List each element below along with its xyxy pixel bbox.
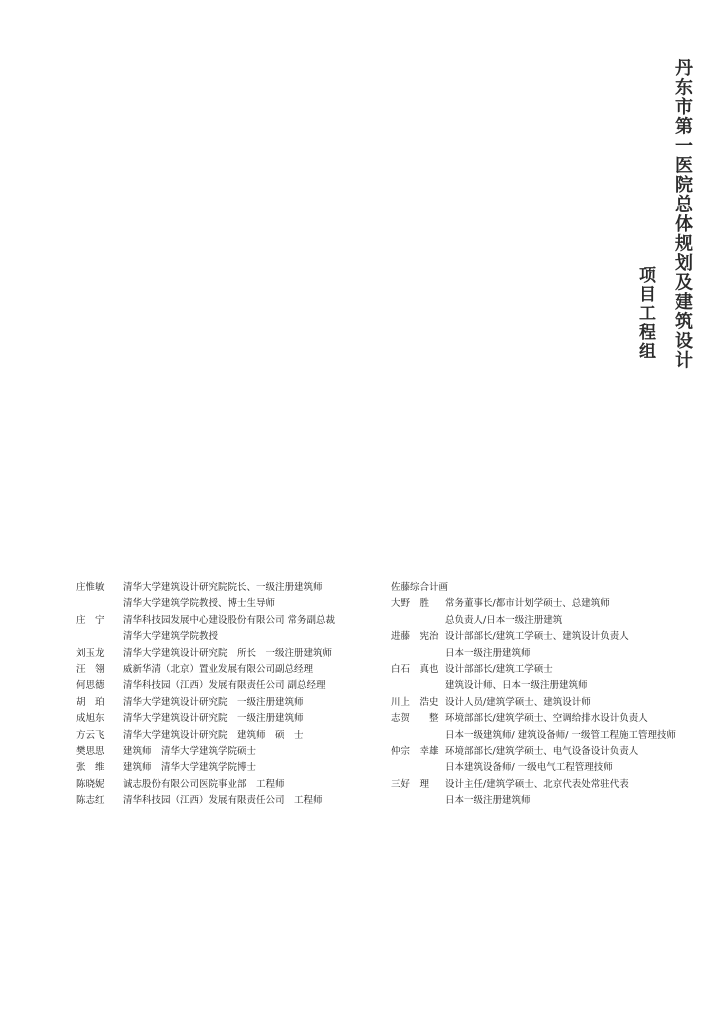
team-member-row [391,596,711,612]
team-member-row [76,662,376,678]
team-member-row [391,711,711,727]
team-member-row [391,678,711,694]
member-role: 日本一级注册建筑师 [445,795,531,807]
team-member-row [76,678,376,694]
member-role: 日本建筑设备师/ 一级电气工程管理技师 [445,762,613,774]
member-role: 清华大学建筑设计研究院 一级注册建筑师 [123,713,304,725]
member-role: 清华科技园（江西）发展有限责任公司 副总经理 [123,680,326,692]
team-member-row [76,613,376,629]
member-name: 志贺 整 [391,713,439,725]
member-name [391,613,445,629]
member-role: 常务董事长/都市计划学硕士、总建筑师 [445,598,610,610]
member-role: 环境部部长/建筑学硕士、空调给排水设计负责人 [445,713,648,725]
team-member-row [391,662,711,678]
team-member-row [76,596,376,612]
member-name: 汪 翎 [76,664,105,676]
member-role: 清华大学建筑设计研究院院长、一级注册建筑师 [123,582,323,593]
member-role: 威新华清（北京）置业发展有限公司副总经理 [123,664,314,676]
member-name [391,728,445,744]
member-name [391,646,445,662]
team-member-row [76,793,376,809]
member-role: 清华大学建筑设计研究院 建筑师 硕 士 [123,729,304,741]
team-member-row [391,646,711,662]
member-name: 三好 理 [391,778,430,790]
team-member-row [76,646,376,662]
member-role: 设计部部长/建筑工学硕士、建筑设计负责人 [445,631,629,643]
member-name: 方云飞 [76,729,105,741]
member-name: 胡 珀 [76,696,105,708]
member-name: 川上 浩史 [391,696,439,708]
member-name: 成旭东 [76,713,105,725]
member-role: 清华大学建筑学院教授 [123,631,219,643]
team-member-row [391,629,711,645]
member-name [76,596,123,612]
member-name: 刘玉龙 [76,647,105,659]
member-role: 清华科技园（江西）发展有限责任公司 工程师 [123,795,323,807]
member-name: 陈晓妮 [76,778,105,790]
member-name: 庄惟敏 [76,582,105,593]
team-member-row [76,744,376,760]
member-role: 清华大学建筑学院教授、博士生导师 [123,598,276,610]
chinese-team-list [76,580,376,810]
member-role: 日本一级建筑师/ 建筑设备师/ 一级管工程施工管理技师 [445,729,676,741]
member-role: 清华科技园发展中心建设股份有限公司 常务副总裁 [123,614,336,626]
member-role: 清华大学建筑设计研究院 所长 一级注册建筑师 [123,647,333,659]
team-member-row [391,777,711,793]
team-member-row [391,695,711,711]
member-name [76,629,123,645]
team-member-row [76,695,376,711]
team-member-row [76,711,376,727]
member-name: 陈志红 [76,795,105,807]
team-member-row [76,728,376,744]
team-member-row [391,613,711,629]
member-name [391,678,445,694]
member-role: 清华大学建筑设计研究院 一级注册建筑师 [123,696,304,708]
project-title: 丹东市第一医院总体规划及建筑设计 [672,58,693,370]
member-name: 庄 宁 [76,614,105,626]
team-member-row [76,777,376,793]
member-role: 设计主任/建筑学硕士、北京代表处常驻代表 [445,778,629,790]
team-member-row [391,728,711,744]
member-name: 进藤 宪治 [391,631,439,643]
team-member-row [76,629,376,645]
member-name: 大野 胜 [391,598,430,610]
team-member-row [391,760,711,776]
member-role: 设计人员/建筑学硕士、建筑设计师 [445,696,591,708]
member-name [391,793,445,809]
team-member-row [76,760,376,776]
member-name: 樊思思 [76,746,105,758]
team-member-row [391,744,711,760]
firm-name: 佐藤综合计画 [391,582,449,593]
member-name: 张 维 [76,762,105,774]
member-name [391,760,445,776]
member-name: 白石 真也 [391,664,439,676]
japanese-team-list [391,580,711,810]
team-heading: 项目工程组 [635,266,655,361]
member-role: 设计部部长/建筑工学硕士 [445,664,553,676]
team-member-row [76,580,376,596]
member-role: 总负责人/日本一级注册建筑 [445,614,563,626]
member-role: 环境部部长/建筑学硕士、电气设备设计负责人 [445,746,639,758]
member-role: 建筑设计师、日本一级注册建筑师 [445,680,588,692]
member-role: 建筑师 清华大学建筑学院硕士 [123,746,257,758]
member-name: 何思德 [76,680,105,692]
member-role: 建筑师 清华大学建筑学院博士 [123,762,257,774]
member-role: 日本一级注册建筑师 [445,647,531,659]
member-role: 诚志股份有限公司医院事业部 工程师 [123,778,285,790]
member-name: 仲宗 幸雄 [391,746,439,758]
team-member-row [391,793,711,809]
